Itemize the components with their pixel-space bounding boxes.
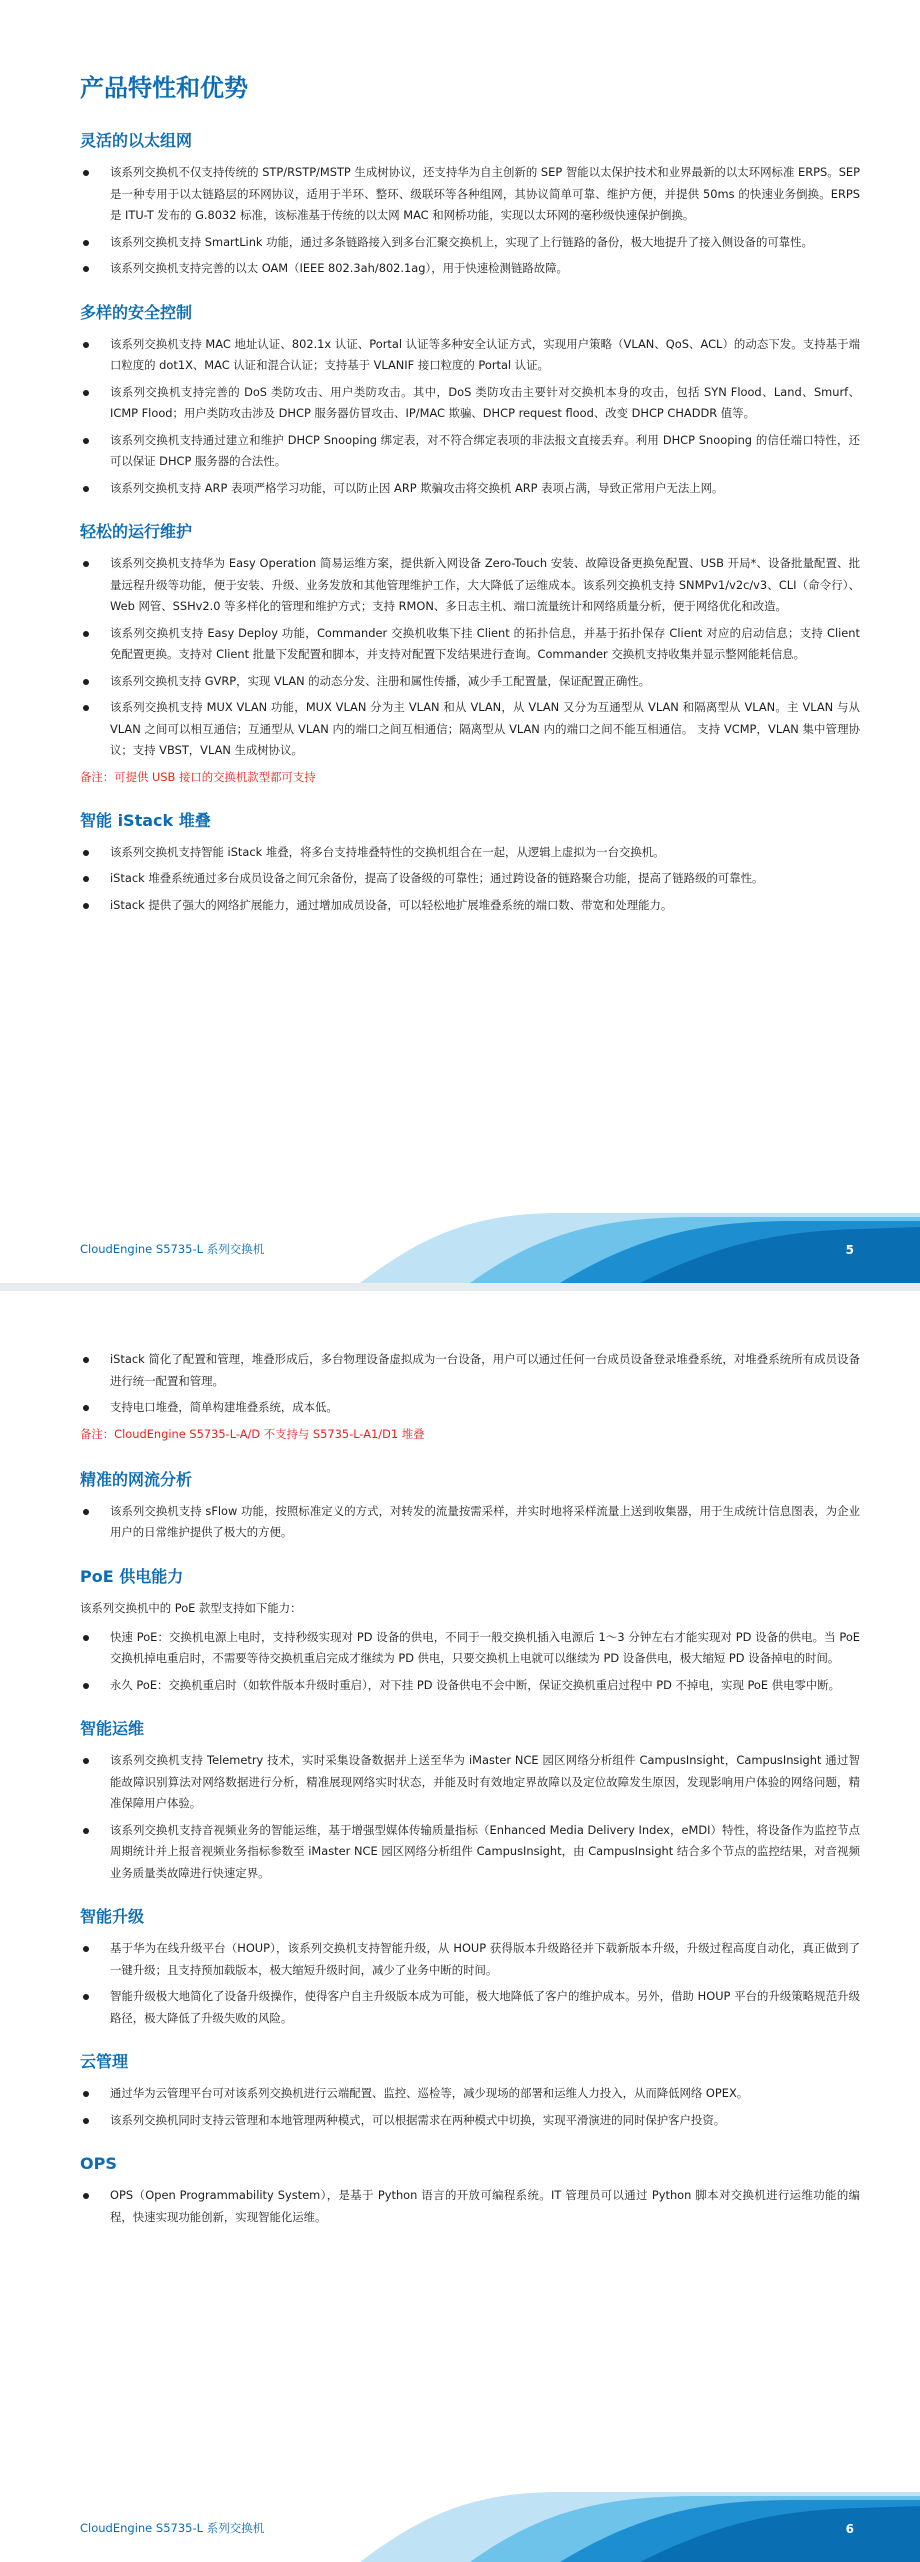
list-item: 该系列交换机支持 Easy Deploy 功能，Commander 交换机收集下挂 Client 的拓扑信息，并基于拓扑保存 Client 对应的启动信息；支持 Client 免配置更换。支持对 Client 批量下发配置和脚本，并支持对配置下发结果进行查询。Commander 交换机支持收集并显示整网能耗信息。 — [80, 623, 860, 666]
section-list-smart-ops — [80, 1750, 860, 1884]
istack-continued-list — [80, 1349, 860, 1419]
poe-intro-text: 该系列交换机中的 PoE 款型支持如下能力： — [80, 1600, 302, 1615]
list-item: iStack 堆叠系统通过多台成员设备之间冗余备份，提高了设备级的可靠性；通过跨设备的链路聚合功能，提高了链路级的可靠性。 — [80, 868, 860, 890]
section-list-smart-upgrade — [80, 1938, 860, 2029]
section-list-istack — [80, 842, 860, 917]
list-item: 该系列交换机支持完善的以太 OAM（IEEE 802.3ah/802.1ag），用于快速检测链路故障。 — [80, 258, 860, 280]
section-title-cloud: 云管理 — [80, 2052, 129, 2071]
section-list-cloud — [80, 2083, 860, 2131]
page-number: 5 — [845, 1243, 854, 1257]
list-item: OPS（Open Programmability System），是基于 Python 语言的开放可编程系统。IT 管理员可以通过 Python 脚本对交换机进行运维功能的编程，快速实现功能创新，实现智能化运维。 — [80, 2185, 860, 2228]
list-item: 该系列交换机支持 MUX VLAN 功能，MUX VLAN 分为主 VLAN 和从 VLAN，从 VLAN 又分为互通型从 VLAN 和隔离型从 VLAN。主 VLAN 与从 VLAN 之间可以相互通信；互通型从 VLAN 内的端口之间互相通信；隔离型从 VLAN 内的端口之间不能互相通信。 支持 VCMP，VLAN 集中管理协议；支持 VBST，VLAN 生成树协议。 — [80, 697, 860, 762]
section-title-smart-upgrade: 智能升级 — [80, 1907, 145, 1926]
list-item: 快速 PoE：交换机电源上电时，支持秒级实现对 PD 设备的供电，不同于一般交换机插入电源后 1～3 分钟左右才能实现对 PD 设备的供电。当 PoE 交换机掉电重启时，不需要等待交换机重启完成才继续为 PD 供电，只要交换机上电就可以继续为 PD 设备供电，极大缩短 PD 设备掉电的时间。 — [80, 1627, 860, 1670]
list-item: 该系列交换机支持华为 Easy Operation 简易运维方案，提供新入网设备 Zero-Touch 安装、故障设备更换免配置、USB 开局*、设备批量配置、批量远程升级等功能，便于安装、升级、业务发放和其他管理维护工作，大大降低了运维成本。该系列交换机支持 SNMPv1/v2c/v3、CLI（命令行）、Web 网管、SSHv2.0 等多样化的管理和维护方式；支持 RMON、多日志主机、端口流量统计和网络质量分析，便于网络优化和改造。 — [80, 553, 860, 618]
section-title-istack: 智能 iStack 堆叠 — [80, 810, 211, 830]
section-list-operation — [80, 553, 860, 762]
section-title-operation: 轻松的运行维护 — [80, 522, 193, 541]
page-6-content — [80, 1349, 860, 2233]
list-item: 该系列交换机支持通过建立和维护 DHCP Snooping 绑定表，对不符合绑定表项的非法报文直接丢弃。利用 DHCP Snooping 的信任端口特性，还可以保证 DHCP 服务器的合法性。 — [80, 430, 860, 473]
list-item: 该系列交换机支持完善的 DoS 类防攻击、用户类防攻击。其中，DoS 类防攻击主要针对交换机本身的攻击，包括 SYN Flood、Land、Smurf、ICMP Flood；用户类防攻击涉及 DHCP 服务器仿冒攻击、IP/MAC 欺骗、DHCP request flood、改变 DHCP CHADDR 值等。 — [80, 382, 860, 425]
footer-product-title: CloudEngine S5735-L 系列交换机 — [80, 1242, 265, 1256]
section-title-security: 多样的安全控制 — [80, 302, 193, 322]
list-item: iStack 简化了配置和管理，堆叠形成后，多台物理设备虚拟成为一台设备，用户可以通过任何一台成员设备登录堆叠系统，对堆叠系统所有成员设备进行统一配置和管理。 — [80, 1349, 860, 1392]
note-usb: 备注：可提供 USB 接口的交换机款型都可支持 — [80, 769, 316, 784]
list-item: 基于华为在线升级平台（HOUP），该系列交换机支持智能升级，从 HOUP 获得版本升级路径并下载新版本升级，升级过程高度自动化，真正做到了一键升级；且支持预加载版本，极大缩短升级时间，减少了业务中断的时间。 — [80, 1938, 860, 1981]
section-list-security — [80, 334, 860, 500]
section-list-sflow — [80, 1501, 860, 1544]
page-title: 产品特性和优势 — [80, 74, 248, 102]
list-item: 永久 PoE：交换机重启时（如软件版本升级时重启），对下挂 PD 设备供电不会中断，保证交换机重启过程中 PD 不掉电，实现 PoE 供电零中断。 — [80, 1675, 860, 1697]
section-list-ethernet — [80, 162, 860, 280]
section-title-smart-ops: 智能运维 — [80, 1719, 145, 1738]
list-item: 支持电口堆叠，简单构建堆叠系统，成本低。 — [80, 1397, 860, 1419]
list-item: 该系列交换机支持 sFlow 功能，按照标准定义的方式，对转发的流量按需采样，并实时地将采样流量上送到收集器，用于生成统计信息图表，为企业用户的日常维护提供了极大的方便。 — [80, 1501, 860, 1544]
page-footer — [0, 2492, 920, 2562]
list-item: 该系列交换机支持 Telemetry 技术，实时采集设备数据并上送至华为 iMaster NCE 园区网络分析组件 CampusInsight，CampusInsight 通过智能故障识别算法对网络数据进行分析，精准展现网络实时状态，并能及时有效地定界故障以及定位故障发生原因，发现影响用户体验的网络问题，精准保障用户体验。 — [80, 1750, 860, 1815]
page-footer — [0, 1213, 920, 1283]
footer-product-title: CloudEngine S5735-L 系列交换机 — [80, 2521, 265, 2535]
list-item: 智能升级极大地简化了设备升级操作，使得客户自主升级版本成为可能，极大地降低了客户的维护成本。另外，借助 HOUP 平台的升级策略规范升级路径，极大降低了升级失败的风险。 — [80, 1986, 860, 2029]
list-item: 该系列交换机支持 ARP 表项严格学习功能，可以防止因 ARP 欺骗攻击将交换机 ARP 表项占满，导致正常用户无法上网。 — [80, 478, 860, 500]
list-item: 该系列交换机支持 MAC 地址认证、802.1x 认证、Portal 认证等多种安全认证方式，实现用户策略（VLAN、QoS、ACL）的动态下发。支持基于端口粒度的 dot1X、MAC 认证和混合认证；支持基于 VLANIF 接口粒度的 Portal 认证。 — [80, 334, 860, 377]
page-number: 6 — [845, 2522, 854, 2536]
section-list-ops — [80, 2185, 860, 2228]
list-item: 通过华为云管理平台可对该系列交换机进行云端配置、监控、巡检等，减少现场的部署和运维人力投入，从而降低网络 OPEX。 — [80, 2083, 860, 2105]
page-6 — [0, 1291, 920, 2562]
section-title-sflow: 精准的网流分析 — [80, 1469, 193, 1489]
list-item: 该系列交换机不仅支持传统的 STP/RSTP/MSTP 生成树协议，还支持华为自主创新的 SEP 智能以太保护技术和业界最新的以太环网标准 ERPS。SEP 是一种专用于以太链路层的环网协议，适用于半环、整环、级联环等各种组网，其协议简单可靠、维护方便，并提供 50ms 的快速业务倒换。ERPS 是 ITU-T 发布的 G.8032 标准，该标准基于传统的以太网 MAC 和网桥功能，实现以太环网的毫秒级快速保护倒换。 — [80, 162, 860, 227]
page-5-content — [80, 72, 860, 921]
section-list-poe — [80, 1627, 860, 1697]
section-title-ops: OPS — [80, 2154, 117, 2173]
list-item: iStack 提供了强大的网络扩展能力，通过增加成员设备，可以轻松地扩展堆叠系统的端口数、带宽和处理能力。 — [80, 895, 860, 917]
list-item: 该系列交换机支持 SmartLink 功能，通过多条链路接入到多台汇聚交换机上，实现了上行链路的备份，极大地提升了接入侧设备的可靠性。 — [80, 232, 860, 254]
list-item: 该系列交换机同时支持云管理和本地管理两种模式，可以根据需求在两种模式中切换，实现平滑演进的同时保护客户投资。 — [80, 2110, 860, 2132]
section-title-ethernet: 灵活的以太组网 — [80, 131, 193, 150]
list-item: 该系列交换机支持 GVRP，实现 VLAN 的动态分发、注册和属性传播，减少手工配置量，保证配置正确性。 — [80, 671, 860, 693]
note-stacking: 备注：CloudEngine S5735-L-A/D 不支持与 S5735-L-A1/D1 堆叠 — [80, 1426, 425, 1441]
section-title-poe: PoE 供电能力 — [80, 1566, 184, 1586]
list-item: 该系列交换机支持智能 iStack 堆叠，将多台支持堆叠特性的交换机组合在一起，从逻辑上虚拟为一台交换机。 — [80, 842, 860, 864]
list-item: 该系列交换机支持音视频业务的智能运维，基于增强型媒体传输质量指标（Enhanced Media Delivery Index，eMDI）特性，将设备作为监控节点周期统计并上报音视频业务指标参数至 iMaster NCE 园区网络分析组件 CampusInsight，由 CampusInsight 结合多个节点的监控结果，对音视频业务质量类故障进行快速定界。 — [80, 1820, 860, 1885]
